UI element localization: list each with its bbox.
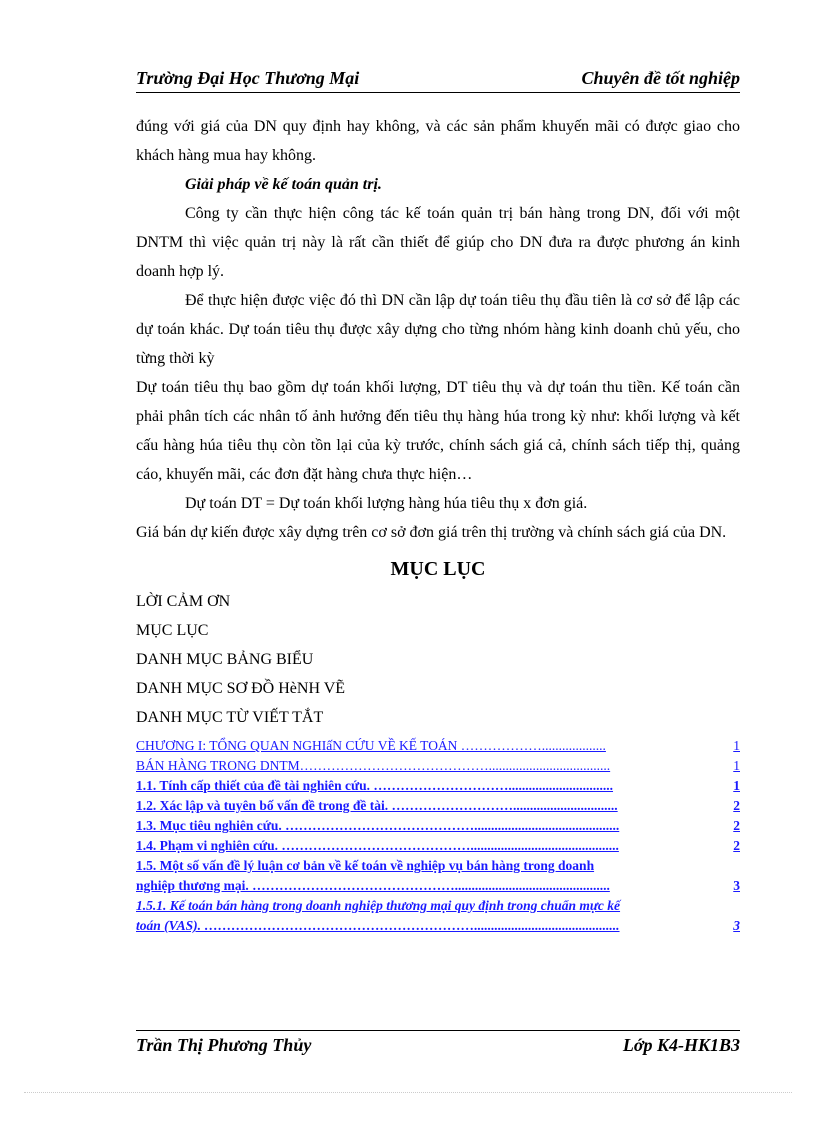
section-heading: Giải pháp về kế toán quản trị.	[185, 176, 382, 193]
paragraph: Để thực hiện được việc đó thì DN cần lập dự toán tiêu thụ đầu tiên là cơ sở để lập các dự toán khác. Dự toán tiêu thụ được xây dựng cho từng nhóm hàng kinh doanh chủ yếu, cho từng thời kỳ	[136, 292, 740, 367]
toc-link[interactable]: 1.3. Mục tiêu nghiên cứu. ……………………………………........................................... 2	[136, 818, 740, 833]
toc-link[interactable]: nghiệp thương mại. ……………………………………….............................................. 3	[136, 878, 740, 893]
toc-plain-item: MỤC LỤC	[136, 622, 209, 639]
header-school: Trường Đại Học Thương Mại	[136, 68, 360, 88]
toc-link[interactable]: BÁN HÀNG TRONG DNTM…………………………………….................................... 1	[136, 758, 740, 773]
toc-plain-item: DANH MỤC SƠ ĐỒ HèNH VẼ	[136, 680, 346, 697]
toc-link[interactable]: toán (VAS). ……………………………………………………........................................... 3	[136, 918, 740, 933]
paragraph: đúng với giá của DN quy định hay không, và các sản phẩm khuyến mãi có được giao cho khách hàng mua hay không.	[136, 118, 740, 164]
toc-link[interactable]: 1.4. Phạm vi nghiên cứu. ……………………………………............................................ 2	[136, 838, 740, 853]
toc-link[interactable]: 1.2. Xác lập và tuyên bố vấn đề trong đề tài. ………………………............................... 2	[136, 798, 740, 813]
toc-plain-item: DANH MỤC TỪ VIẾT TẮT	[136, 709, 324, 726]
toc-links	[136, 736, 740, 936]
footer-class: Lớp K4-HK1B3	[622, 1035, 740, 1055]
paragraph: Giá bán dự kiến được xây dựng trên cơ sở đơn giá trên thị trường và chính sách giá của DN.	[136, 524, 727, 541]
page-edge-divider	[24, 1092, 792, 1093]
toc-title: MỤC LỤC	[390, 558, 486, 580]
formula-paragraph: Dự toán DT = Dự toán khối lượng hàng húa tiêu thụ x đơn giá.	[185, 495, 588, 512]
paragraph: Công ty cần thực hiện công tác kế toán quản trị bán hàng trong DN, đối với một DNTM thì việc quản trị này là rất cần thiết để giúp cho DN đưa ra được phương án kinh doanh hợp lý.	[136, 205, 740, 280]
page-body	[136, 112, 740, 936]
paragraph: Dự toán tiêu thụ bao gồm dự toán khối lượng, DT tiêu thụ và dự toán thu tiền. Kế toán cần phải phân tích các nhân tố ảnh hưởng đến tiêu thụ hàng húa trong kỳ như: khối lượng và kết cấu hàng húa tiêu thụ còn tồn lại của kỳ trước, chính sách giá cả, chính sách tiếp thị, quảng cáo, khuyến mãi, các đơn đặt hàng chưa thực hiện…	[136, 379, 740, 483]
toc-link[interactable]: 1.1. Tính cấp thiết của đề tài nghiên cứu. …………………………............................... 1	[136, 778, 740, 793]
footer-author: Trần Thị Phương Thủy	[136, 1035, 312, 1055]
toc-plain-item: DANH MỤC BẢNG BIỂU	[136, 651, 314, 668]
page-footer	[136, 1030, 740, 1059]
header-doc-type: Chuyên đề tốt nghiệp	[581, 68, 740, 88]
toc-link[interactable]: 1.5. Một số vấn đề lý luận cơ bản về kế toán về nghiệp vụ bán hàng trong doanh	[136, 858, 595, 873]
toc-plain-item: LỜI CẢM ƠN	[136, 593, 231, 610]
toc-link[interactable]: CHƯƠNG I: TỔNG QUAN NGHIấN CỨU VỀ KẾ TOÁN ………………................... 1	[136, 738, 740, 753]
page-header	[136, 68, 740, 93]
toc-link[interactable]: 1.5.1. Kế toán bán hàng trong doanh nghiệp thương mại quy định trong chuẩn mực kế	[136, 898, 621, 913]
